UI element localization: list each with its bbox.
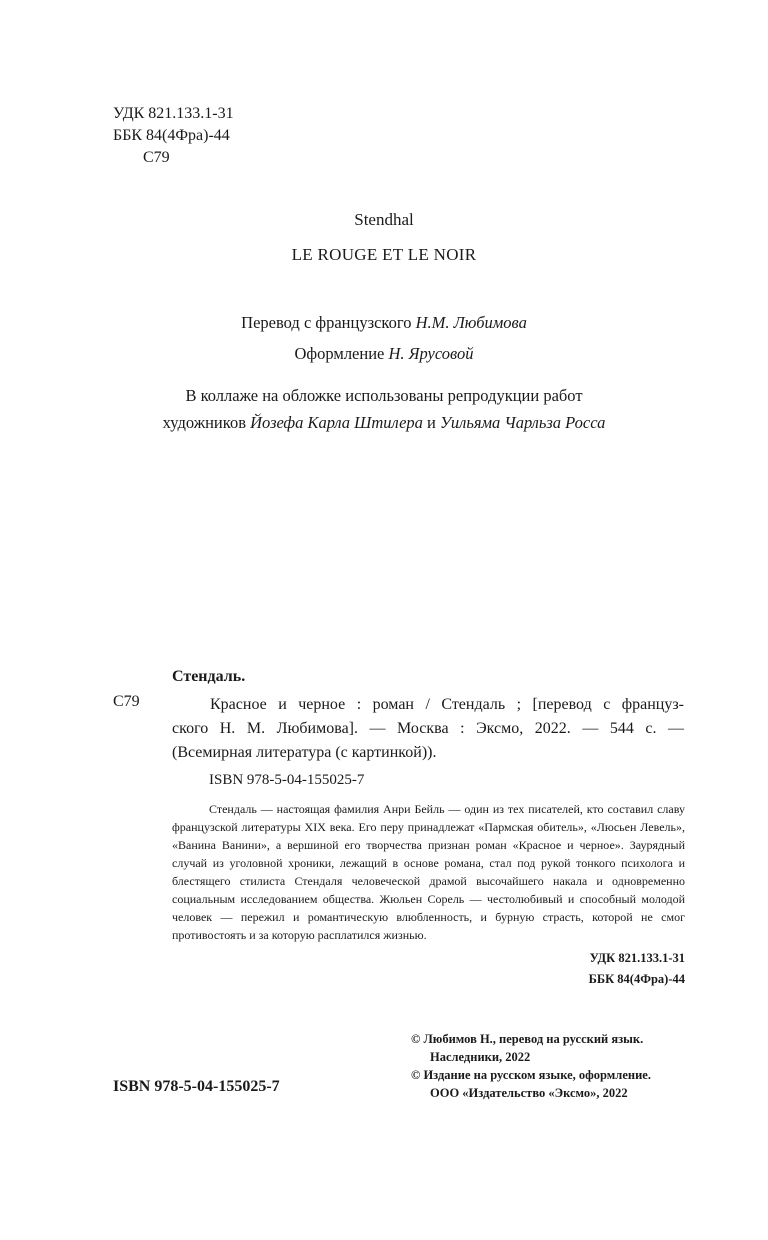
copyright-2-line-1: © Издание на русском языке, оформление.: [411, 1068, 651, 1082]
translation-prefix: Перевод с французского: [241, 313, 412, 332]
biblio-line-2: ского Н. М. Любимова]. — Москва : Эксмо, 2022. — 544 с. —: [172, 720, 684, 737]
annotation: [172, 800, 685, 944]
collage-line-1: В коллаже на обложке использованы репродукции работ: [185, 386, 583, 405]
footer-bbk: ББК 84(4Фра)-44: [588, 972, 685, 986]
original-title: LE ROUGE ET LE NOIR: [291, 245, 477, 264]
classification-block: [113, 103, 234, 169]
copyright-2-line-2: ООО «Издательство «Эксмо», 2022: [430, 1086, 628, 1100]
original-author: Stendhal: [354, 210, 414, 229]
footer-classification: [485, 948, 685, 990]
collage-prefix: художников: [162, 413, 246, 432]
collage-line-2: [0, 409, 768, 436]
bibliographic-description: [172, 693, 684, 765]
bbk-code: ББК 84(4Фра)-44: [113, 127, 230, 144]
artist-2: Уильяма Чарльза Росса: [440, 413, 606, 432]
copyright-block: [411, 1030, 651, 1102]
artist-1: Йозефа Карла Штилера: [250, 413, 423, 432]
copyright-1-line-2: Наследники, 2022: [430, 1050, 531, 1064]
design-credit: [0, 344, 768, 364]
design-prefix: Оформление: [294, 344, 385, 363]
translation-credit: [0, 313, 768, 333]
designer-name: Н. Ярусовой: [388, 344, 474, 363]
biblio-line-3: (Всемирная литература (с картинкой)).: [172, 744, 437, 761]
collage-credit: [0, 382, 768, 436]
footer-udk: УДК 821.133.1-31: [589, 951, 685, 965]
footer-isbn: ISBN 978-5-04-155025-7: [113, 1078, 280, 1095]
annotation-text: Стендаль — настоящая фамилия Анри Бейль — один из тех писателей, кто составил славу французской литературы XIX века. Его перу принадлежат «Пармская обитель», «Люсьен Левель», «Ванина Ванини», а вершиной его творчества признан роман «Красное и черное». Заурядный случай из уголовной хроники, лежащий в основе романа, стал под рукой тонкого психолога и блестящего стилиста Стендаля человеческой драмой высочайшего накала и одновременно социальным исследованием общества. Жюльен Сорель — честолюбивый и способный молодой человек — пережил и романтическую влюбленность, и бурную страсть, которой не смог противостоять и за которую расплатился жизнью.: [172, 802, 685, 942]
translator-name: Н.М. Любимова: [415, 313, 527, 332]
biblio-line-1: Красное и черное : роман / Стендаль ; [перевод с француз-: [210, 696, 684, 713]
bibliographic-author: Стендаль.: [172, 668, 246, 685]
author-sign: С79: [143, 149, 170, 166]
collage-and: и: [427, 413, 436, 432]
biblio-isbn: ISBN 978-5-04-155025-7: [209, 772, 365, 788]
copyright-1-line-1: © Любимов Н., перевод на русский язык.: [411, 1032, 644, 1046]
udk-code: УДК 821.133.1-31: [113, 105, 234, 122]
bibliographic-sign: С79: [113, 693, 140, 710]
